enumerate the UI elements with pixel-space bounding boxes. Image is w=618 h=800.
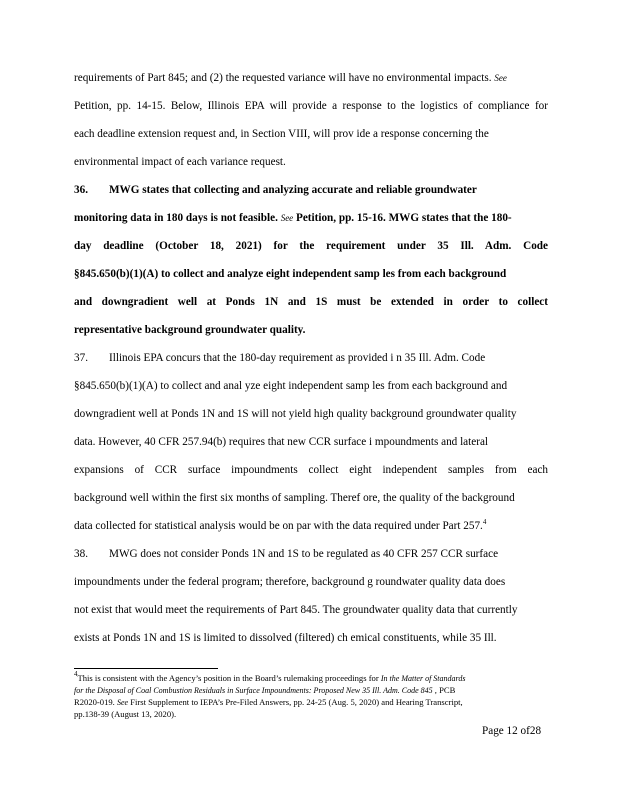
paragraph-37-line: 37. Illinois EPA concurs that the 180-day requirement as provided i n 35 Ill. Adm. Code <box>74 352 486 364</box>
footnote-reference: 4 <box>482 518 487 526</box>
body-line: §845.650(b)(1)(A) to collect and anal yze eight independent samp les from each background and <box>74 380 508 392</box>
body-line: downgradient well at Ponds 1N and 1S will not yield high quality background groundwater quality <box>74 408 517 420</box>
footnote-separator <box>74 668 218 669</box>
footnote-line: for the Disposal of Coal Combustion Residuals in Surface Impoundments: Proposed New 35 Ill. Adm. Code 845 , PCB <box>74 685 456 695</box>
body-line: requirements of Part 845; and (2) the requested variance will have no environmental impacts. See <box>74 72 507 84</box>
body-line: monitoring data in 180 days is not feasible. See Petition, pp. 15-16. MWG states that the 180- <box>74 212 512 224</box>
body-line: exists at Ponds 1N and 1S is limited to dissolved (filtered) ch emical constituents, while 35 Ill. <box>74 632 497 644</box>
body-line: §845.650(b)(1)(A) to collect and analyze eight independent samp les from each background <box>74 268 507 280</box>
paragraph-number: 37. <box>74 352 88 364</box>
footnote-line: pp.138-39 (August 13, 2020). <box>74 709 177 719</box>
body-line: data collected for statistical analysis would be on par with the data required under Part 257.$^4$ <box>74 518 487 532</box>
footnote-line: R2020-019. See First Supplement to IEPA’s Pre-Filed Answers, pp. 24-25 (Aug. 5, 2020) and Hearing Transcript, <box>74 697 463 707</box>
body-line: not exist that would meet the requirements of Part 845. The groundwater quality data that currently <box>74 604 518 616</box>
body-line: Petition, pp. 14-15. Below, Illinois EPA will provide a response to the logistics of compliance for <box>74 100 548 112</box>
body-line: background well within the first six months of sampling. Theref ore, the quality of the background <box>74 492 515 504</box>
body-line: representative background groundwater quality. <box>74 324 306 336</box>
paragraph-number: 38. <box>74 548 88 560</box>
body-line: impoundments under the federal program; therefore, background g roundwater quality data does <box>74 576 506 588</box>
body-line: environmental impact of each variance request. <box>74 156 286 168</box>
body-line: data. However, 40 CFR 257.94(b) requires that new CCR surface i mpoundments and lateral <box>74 436 489 448</box>
body-line: and downgradient well at Ponds 1N and 1S must be extended in order to collect <box>74 296 548 308</box>
page-number: Page 12 of28 <box>482 725 542 737</box>
paragraph-38-line: 38. MWG does not consider Ponds 1N and 1S to be regulated as 40 CFR 257 CCR surface <box>74 548 499 560</box>
footnote-marker: 4 <box>74 670 78 678</box>
paragraph-36-line: 36. MWG states that collecting and analyzing accurate and reliable groundwater <box>74 184 477 196</box>
body-line: each deadline extension request and, in Section VIII, will prov ide a response concerning the <box>74 128 489 140</box>
paragraph-number: 36. <box>74 184 88 196</box>
body-line: day deadline (October 18, 2021) for the requirement under 35 Ill. Adm. Code <box>74 240 548 252</box>
footnote-line: $^4$This is consistent with the Agency’s position in the Board’s rulemaking proceedings for In the Matter of Standards <box>74 670 466 683</box>
body-line: expansions of CCR surface impoundments collect eight independent samples from each <box>74 464 548 476</box>
